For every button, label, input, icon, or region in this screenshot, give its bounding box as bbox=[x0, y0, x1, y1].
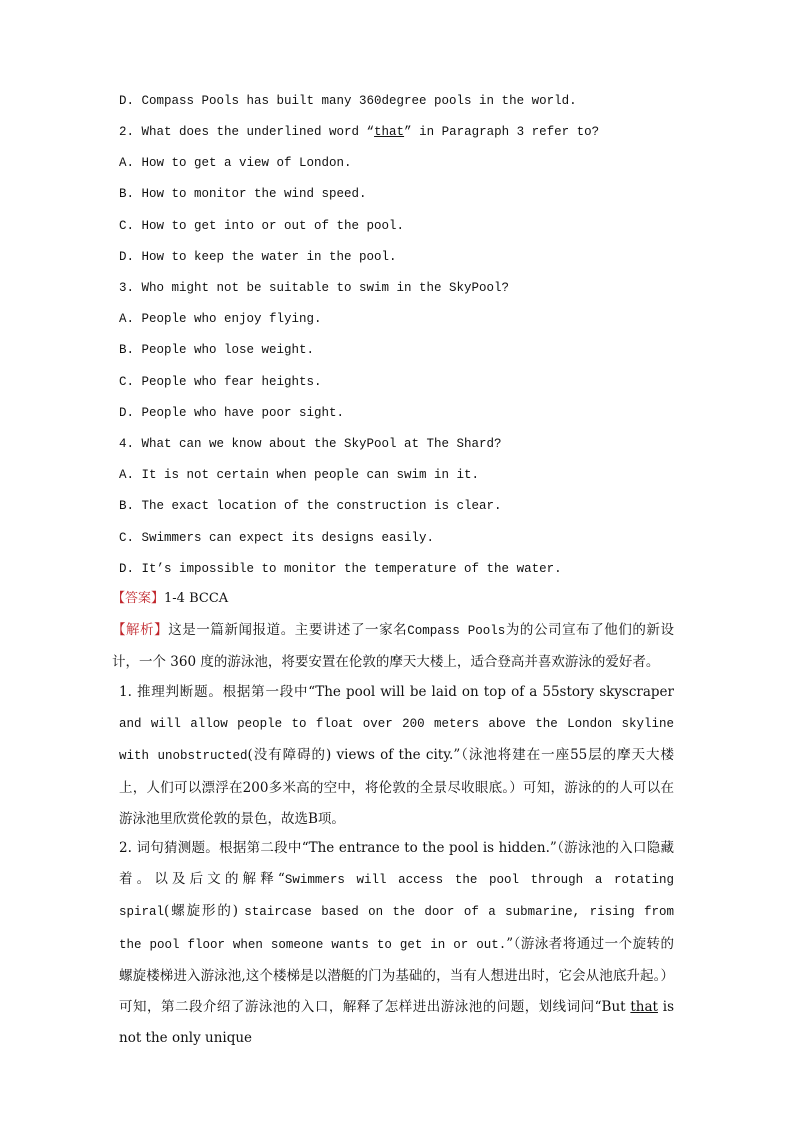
q3-option-c: C. People who fear heights. bbox=[119, 375, 322, 389]
analysis-p1-b: (没有障碍的) views of the city.”（泳池将建在一座55层的摩天大楼上，人们可以漂浮在200多米高的空中，将伦敦的全景尽收眼底。）可知，游泳的的人可以在游泳池里欣赏伦敦的景色，故选B项。 bbox=[119, 747, 674, 827]
q2-option-a: A. How to get a view of London. bbox=[119, 156, 352, 170]
q3-option-d: D. People who have poor sight. bbox=[119, 406, 345, 420]
analysis-p1-mono: and will allow people to float over 200 meters above the London skyline with unobstructed bbox=[119, 717, 674, 764]
q4-option-c: C. Swimmers can expect its designs easily. bbox=[119, 531, 435, 545]
analysis-p2-b: (螺旋形的) bbox=[164, 903, 245, 920]
analysis-point-1 bbox=[119, 677, 674, 835]
q4-option-b: B. The exact location of the construction is clear. bbox=[119, 499, 502, 513]
q2-suffix: ” in Paragraph 3 refer to? bbox=[404, 125, 600, 139]
answer-label: 【答案】 bbox=[112, 591, 165, 606]
analysis-p2-underlined-word: that bbox=[630, 999, 658, 1016]
q4-option-a: A. It is not certain when people can swim in it. bbox=[119, 468, 480, 482]
answer-line bbox=[112, 591, 228, 607]
analysis-p2-a: 2. 词句猜测题。根据第二段中“The entrance to the pool is hidden.”（游泳池的入口隐藏着。以及后文的解释“ bbox=[119, 840, 674, 888]
q2-option-d: D. How to keep the water in the pool. bbox=[119, 250, 397, 264]
q2-text bbox=[119, 124, 599, 140]
q3-option-a: A. People who enjoy flying. bbox=[119, 312, 322, 326]
q3-option-b: B. People who lose weight. bbox=[119, 343, 315, 357]
q4-option-d: D. It’s impossible to monitor the temperature of the water. bbox=[119, 562, 562, 576]
analysis-intro-company: Compass Pools bbox=[407, 624, 506, 638]
analysis-intro-b: 为的公司宣布了他们的新设计，一个 360 度的游泳池，将要安置在伦敦的摩天大楼上，适合登高并喜欢游泳的爱好者。 bbox=[112, 622, 674, 671]
analysis-intro-a: 这是一篇新闻报道。主要讲述了一家名 bbox=[168, 622, 408, 638]
analysis-intro bbox=[112, 615, 674, 678]
answer-value: 1-4 BCCA bbox=[164, 591, 229, 606]
analysis-p2-mono1: Swimmers will access the pool through a rotating spiral bbox=[119, 873, 674, 920]
analysis-p1-a: 1. 推理判断题。根据第一段中“The pool will be laid on top of a 55story skyscraper bbox=[119, 684, 674, 700]
analysis-p2-c: ”（游泳者将通过一个旋转的螺旋楼梯进入游泳池,这个楼梯是以潜艇的门为基础的，当有人想进出时，它会从池底升起。）可知，第二段介绍了游泳池的入口，解释了怎样进出游泳池的问题，划线词问“But bbox=[119, 935, 675, 1016]
analysis-point-2 bbox=[119, 833, 674, 1054]
analysis-p2-mono2: staircase based on the door of a submarine, rising from the pool floor when someone wants to get in or out. bbox=[119, 905, 674, 952]
analysis-label: 【解析】 bbox=[112, 622, 169, 638]
q2-prefix: 2. What does the underlined word “ bbox=[119, 125, 375, 139]
q2-option-c: C. How to get into or out of the pool. bbox=[119, 219, 405, 233]
q1-option-d: D. Compass Pools has built many 360degree pools in the world. bbox=[119, 94, 577, 108]
q2-underlined-word: that bbox=[374, 125, 405, 139]
q3-text: 3. Who might not be suitable to swim in the SkyPool? bbox=[119, 281, 510, 295]
q2-option-b: B. How to monitor the wind speed. bbox=[119, 187, 367, 201]
analysis-p2-d: is not the only unique bbox=[119, 999, 674, 1047]
q4-text: 4. What can we know about the SkyPool at The Shard? bbox=[119, 437, 502, 451]
